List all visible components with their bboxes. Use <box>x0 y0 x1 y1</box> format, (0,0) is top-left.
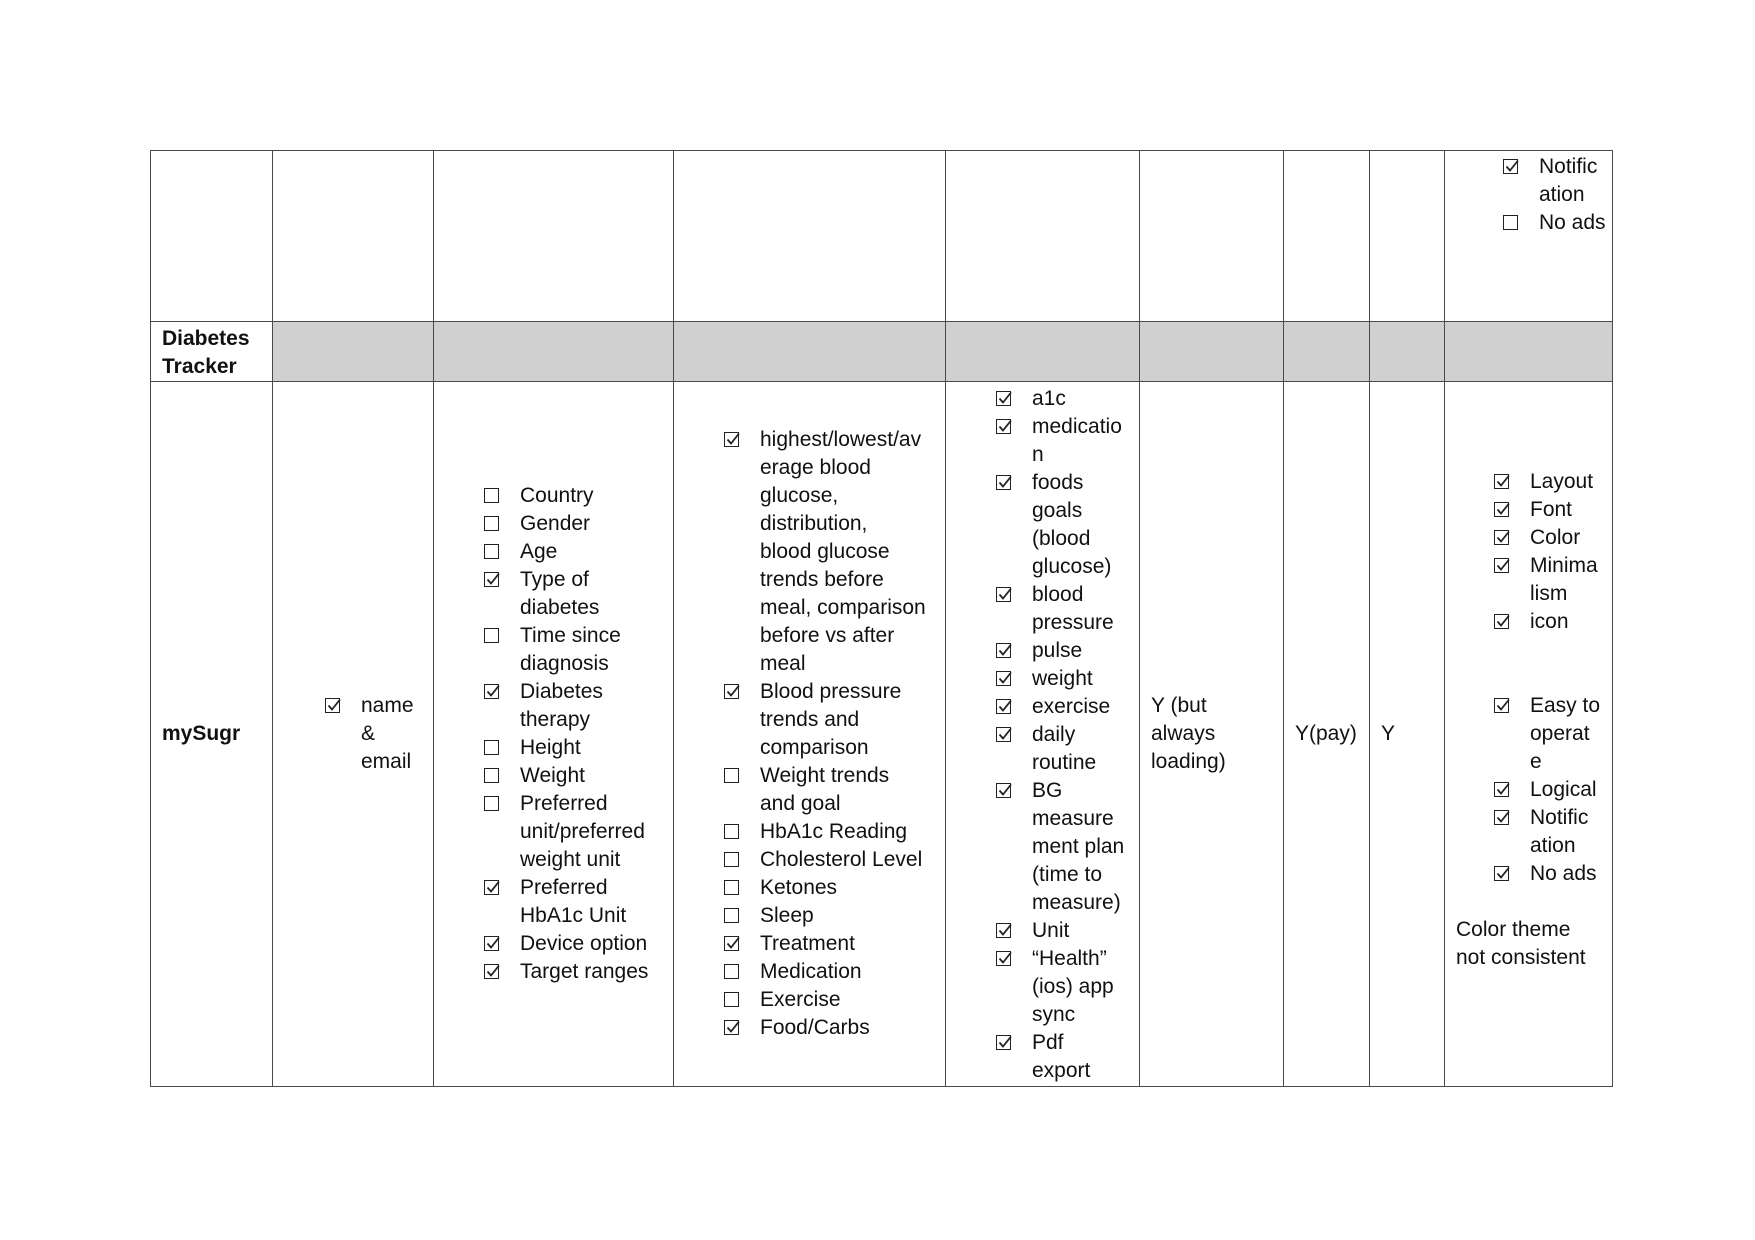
empty-box-icon <box>484 488 499 503</box>
section-title-line: Diabetes <box>162 327 250 350</box>
empty-box-icon <box>724 880 739 895</box>
checklist <box>325 692 429 776</box>
checklist-item-text: sync <box>1032 1003 1076 1026</box>
checklist-item <box>724 846 941 874</box>
empty-box-icon <box>484 768 499 783</box>
checklist-item <box>724 874 941 902</box>
checklist-item-text: Age <box>520 540 558 563</box>
checklist-item <box>996 1029 1135 1085</box>
checklist-item <box>996 637 1135 665</box>
checklist-item-text: HbA1c Unit <box>520 904 627 927</box>
checklist-item-text: pressure <box>1032 611 1114 634</box>
shaded-cell <box>946 322 1140 382</box>
empty-box-icon <box>724 768 739 783</box>
checklist-item-text: Cholesterol Level <box>760 848 923 871</box>
checklist-item <box>484 538 669 566</box>
section-title-line: Tracker <box>162 355 237 378</box>
checklist-item <box>484 734 669 762</box>
checklist-item-text: glucose, <box>760 484 839 507</box>
ui-note <box>1445 916 1608 972</box>
table-cell <box>1370 151 1445 322</box>
checklist-item-text: therapy <box>520 708 591 731</box>
checked-box-icon <box>724 1020 739 1035</box>
checked-box-icon <box>996 1035 1011 1050</box>
checklist-item-text: Preferred <box>520 792 608 815</box>
checklist-item-text: HbA1c Reading <box>760 820 908 843</box>
checklist-item-text: Height <box>520 736 581 759</box>
checked-box-icon <box>996 587 1011 602</box>
checked-box-icon <box>996 727 1011 742</box>
premium-cell: Y(pay) <box>1284 382 1370 1087</box>
checklist-item-text: Ketones <box>760 876 838 899</box>
checklist-item-text: medicatio <box>1032 415 1122 438</box>
checklist-item <box>1503 209 1608 237</box>
checked-box-icon <box>996 475 1011 490</box>
checklist-item-text: trends before <box>760 568 884 591</box>
checklist-item-text: diabetes <box>520 596 600 619</box>
checklist-item <box>484 622 669 678</box>
checklist-item-text: email <box>361 750 412 773</box>
checklist <box>996 385 1135 1085</box>
checklist-item-text: icon <box>1530 610 1569 633</box>
checklist-item-text: ation <box>1539 183 1585 206</box>
checklist-item <box>1494 468 1608 496</box>
checked-box-icon <box>1494 614 1509 629</box>
checklist-item-text: & <box>361 722 376 745</box>
checklist-item-text: trends and <box>760 708 860 731</box>
checklist-item-text: measure <box>1032 807 1114 830</box>
checklist-item <box>724 426 941 678</box>
checklist-item-text: Target ranges <box>520 960 649 983</box>
checklist-item <box>1494 804 1608 860</box>
checklist-item-text: export <box>1032 1059 1091 1082</box>
checked-box-icon <box>724 936 739 951</box>
checklist-item <box>484 482 669 510</box>
checklist-item-text: Easy to <box>1530 694 1601 717</box>
checklist-item <box>996 721 1135 777</box>
checklist-item <box>724 958 941 986</box>
checklist-item-text: Pdf <box>1032 1031 1064 1054</box>
checked-box-icon <box>1494 502 1509 517</box>
checked-box-icon <box>724 684 739 699</box>
checklist-item-text: routine <box>1032 751 1097 774</box>
table-cell <box>946 151 1140 322</box>
checked-box-icon <box>484 684 499 699</box>
checklist-item-text: before vs after <box>760 624 895 647</box>
table-cell <box>273 151 434 322</box>
shaded-cell <box>1370 322 1445 382</box>
checklist-item <box>484 958 669 986</box>
empty-box-icon <box>484 628 499 643</box>
checklist-item-text: Weight trends <box>760 764 890 787</box>
checklist-item <box>484 762 669 790</box>
checklist-item-text: and goal <box>760 792 841 815</box>
ui-features-cell <box>1445 382 1613 1087</box>
checked-box-icon <box>996 923 1011 938</box>
checklist-item-text: erage blood <box>760 456 871 479</box>
checklist-item <box>996 777 1135 917</box>
checklist-item-text: Treatment <box>760 932 855 955</box>
checklist-item <box>996 469 1135 581</box>
checklist-item-text: No ads <box>1539 211 1606 234</box>
section-header-row <box>151 322 1613 382</box>
checklist-item-text: weight unit <box>520 848 621 871</box>
shaded-cell <box>434 322 674 382</box>
text-line: Y (but <box>1151 694 1207 717</box>
checked-box-icon <box>484 572 499 587</box>
checklist-item <box>724 1014 941 1042</box>
checked-box-icon <box>325 698 340 713</box>
text-line: not consistent <box>1456 946 1586 969</box>
checklist-item <box>996 917 1135 945</box>
checklist-item <box>325 692 429 776</box>
checklist-item <box>996 581 1135 637</box>
checklist-item-text: Type of <box>520 568 589 591</box>
checklist-item <box>724 762 941 818</box>
checklist-item-text: Preferred <box>520 876 608 899</box>
table-cell <box>1140 151 1284 322</box>
login-cell <box>273 382 434 1087</box>
checked-box-icon <box>1494 698 1509 713</box>
checklist-item-text: “Health” <box>1032 947 1107 970</box>
checklist-item <box>484 678 669 734</box>
checklist-item <box>484 790 669 874</box>
empty-box-icon <box>724 824 739 839</box>
checklist-item-text: ation <box>1530 834 1576 857</box>
checklist-item-text: Notific <box>1530 806 1589 829</box>
checklist <box>1503 153 1608 237</box>
checklist-item-text: a1c <box>1032 387 1066 410</box>
table-cell <box>1284 151 1370 322</box>
checklist-item <box>724 678 941 762</box>
checklist-item-text: meal <box>760 652 806 675</box>
empty-box-icon <box>724 852 739 867</box>
checklist-item <box>1494 524 1608 552</box>
checklist-item-text: comparison <box>760 736 869 759</box>
checklist-item <box>996 385 1135 413</box>
checklist-item-text: Food/Carbs <box>760 1016 870 1039</box>
checked-box-icon <box>996 699 1011 714</box>
checklist-item-text: unit/preferred <box>520 820 645 843</box>
checked-box-icon <box>724 432 739 447</box>
checklist-item-text: Blood pressure <box>760 680 902 703</box>
checklist-item <box>724 930 941 958</box>
checked-box-icon <box>996 671 1011 686</box>
checklist-item-text: meal, comparison <box>760 596 926 619</box>
checklist-item-text: Time since <box>520 624 621 647</box>
checklist-item-text: foods <box>1032 471 1084 494</box>
empty-box-icon <box>1503 215 1518 230</box>
shaded-cell <box>1140 322 1284 382</box>
tracking-cell <box>946 382 1140 1087</box>
checklist-item-text: glucose) <box>1032 555 1112 578</box>
checked-box-icon <box>996 391 1011 406</box>
checklist-item-text: exercise <box>1032 695 1111 718</box>
checklist-item-text: Notific <box>1539 155 1598 178</box>
checklist <box>484 482 669 986</box>
checklist-item-text: lism <box>1530 582 1568 605</box>
checklist-item <box>1494 860 1608 888</box>
checklist-item-text: Diabetes <box>520 680 603 703</box>
empty-box-icon <box>484 516 499 531</box>
checklist-item-text: distribution, <box>760 512 868 535</box>
checklist-item <box>724 902 941 930</box>
checklist-item-text: Country <box>520 484 594 507</box>
checked-box-icon <box>1494 782 1509 797</box>
checklist-item-text: operat <box>1530 722 1590 745</box>
checklist-item-text: Color <box>1530 526 1581 549</box>
shaded-cell <box>273 322 434 382</box>
checklist-item-text: Unit <box>1032 919 1070 942</box>
checklist-item-text: daily <box>1032 723 1076 746</box>
checklist-item-text: (ios) app <box>1032 975 1114 998</box>
empty-box-icon <box>484 544 499 559</box>
text-line: Color theme <box>1456 918 1571 941</box>
checked-box-icon <box>996 783 1011 798</box>
checklist-item-text: goals <box>1032 499 1083 522</box>
empty-box-icon <box>484 796 499 811</box>
shaded-cell <box>674 322 946 382</box>
empty-box-icon <box>724 964 739 979</box>
checklist-item <box>996 665 1135 693</box>
checklist-item-text: No ads <box>1530 862 1597 885</box>
section-title <box>151 322 273 382</box>
checklist-item <box>1494 608 1608 636</box>
checked-box-icon <box>1494 558 1509 573</box>
checklist-item-text: Weight <box>520 764 585 787</box>
checklist-item-text: Medication <box>760 960 862 983</box>
table-cell <box>434 151 674 322</box>
profile-fields-cell <box>434 382 674 1087</box>
text-line: always <box>1151 722 1216 745</box>
checklist-item-text: blood glucose <box>760 540 890 563</box>
shaded-cell <box>1284 322 1370 382</box>
checklist-item <box>996 693 1135 721</box>
checklist-item-text: name <box>361 694 414 717</box>
checklist-item <box>484 930 669 958</box>
checked-box-icon <box>996 419 1011 434</box>
checklist-item-text: Gender <box>520 512 591 535</box>
checked-box-icon <box>1494 810 1509 825</box>
checklist-item-text: e <box>1530 750 1542 773</box>
checklist-item-text: Font <box>1530 498 1573 521</box>
checklist-item-text: (blood <box>1032 527 1091 550</box>
checklist-item-text: Logical <box>1530 778 1597 801</box>
reports-cell <box>674 382 946 1087</box>
table-row <box>151 382 1613 1087</box>
table-cell <box>151 151 273 322</box>
checklist-item-text: Sleep <box>760 904 814 927</box>
sync-cell <box>1140 382 1284 1087</box>
checklist-item-text: ment plan <box>1032 835 1125 858</box>
checklist-item <box>1503 153 1608 209</box>
checklist-item <box>996 413 1135 469</box>
checklist-item-text: Device option <box>520 932 648 955</box>
checklist-item <box>1494 776 1608 804</box>
checklist-item <box>1494 552 1608 608</box>
checklist-item-text: Layout <box>1530 470 1594 493</box>
reminder-cell: Y <box>1370 382 1445 1087</box>
checklist-item-text: Exercise <box>760 988 841 1011</box>
checklist-item <box>724 818 941 846</box>
checked-box-icon <box>1494 474 1509 489</box>
comparison-table <box>150 150 1613 1087</box>
checklist-item-text: measure) <box>1032 891 1121 914</box>
checklist-item-text: BG <box>1032 779 1063 802</box>
empty-box-icon <box>484 740 499 755</box>
checked-box-icon <box>1503 159 1518 174</box>
checklist-item <box>484 566 669 622</box>
top-ui-features-cell <box>1445 151 1613 322</box>
checklist <box>1494 692 1608 888</box>
table-cell <box>674 151 946 322</box>
checklist-item-text: blood <box>1032 583 1084 606</box>
checklist <box>724 426 941 1042</box>
checklist-item-text: weight <box>1032 667 1093 690</box>
checklist-item-text: (time to <box>1032 863 1103 886</box>
checked-box-icon <box>484 936 499 951</box>
checklist-item-text: Minima <box>1530 554 1598 577</box>
checklist-item <box>1494 496 1608 524</box>
shaded-cell <box>1445 322 1613 382</box>
empty-box-icon <box>724 992 739 1007</box>
checklist-item-text: diagnosis <box>520 652 609 675</box>
app-name: mySugr <box>151 382 273 1087</box>
checked-box-icon <box>1494 530 1509 545</box>
empty-box-icon <box>724 908 739 923</box>
checklist-item <box>484 510 669 538</box>
checklist-item-text: pulse <box>1032 639 1083 662</box>
checked-box-icon <box>484 964 499 979</box>
checked-box-icon <box>1494 866 1509 881</box>
text-line: loading) <box>1151 750 1226 773</box>
checklist-item-text: n <box>1032 443 1044 466</box>
checklist-item <box>996 945 1135 1029</box>
table-row <box>151 151 1613 322</box>
checklist-item-text: highest/lowest/av <box>760 428 922 451</box>
checklist-item <box>484 874 669 930</box>
checked-box-icon <box>996 643 1011 658</box>
checklist <box>1494 468 1608 636</box>
checked-box-icon <box>484 880 499 895</box>
checklist-item <box>724 986 941 1014</box>
checklist-item <box>1494 692 1608 776</box>
checked-box-icon <box>996 951 1011 966</box>
